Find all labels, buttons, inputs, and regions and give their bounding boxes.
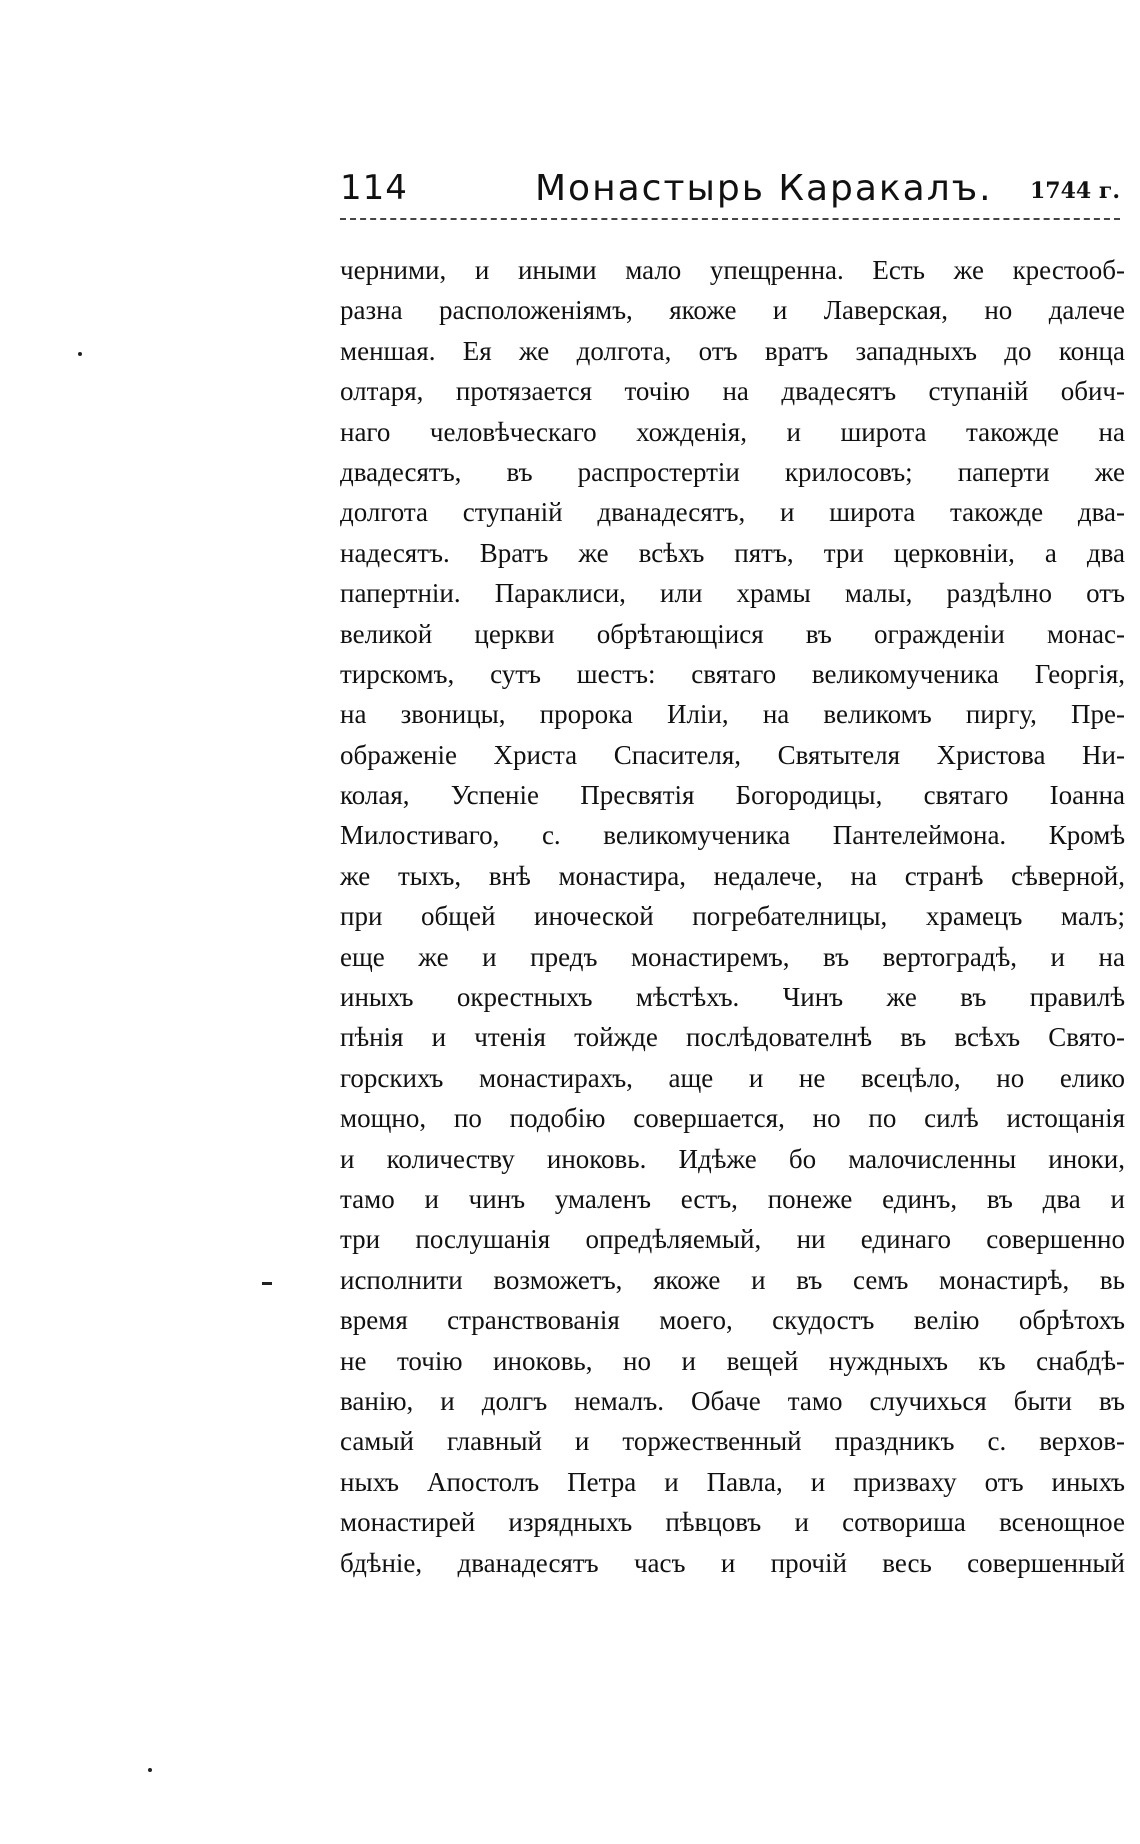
text-line: же тыхъ, внѣ монастира, недалече, на странѣ сѣверной, [340, 860, 1125, 891]
text-line: тирскомъ, сутъ шестъ: святаго великомученика Георгія, [340, 658, 1125, 689]
header-rule [340, 218, 1120, 220]
text-line: двадесятъ, въ распростертіи крилосовъ; паперти же [340, 456, 1125, 487]
text-line: ображеніе Христа Спасителя, Святытеля Христова Ни- [340, 739, 1125, 770]
text-line: время странствованія моего, скудостъ велію обрѣтохъ [340, 1305, 1125, 1336]
scan-speck [78, 352, 82, 356]
text-line: ванію, и долгъ немалъ. Обаче тамо случихься быти въ [340, 1385, 1125, 1416]
text-line: меншая. Ея же долгота, отъ вратъ западныхъ до конца [340, 335, 1125, 366]
text-line: надесятъ. Вратъ же всѣхъ пятъ, три церковніи, а два [340, 537, 1125, 568]
page-header [340, 168, 1120, 212]
text-line: черними, и иными мало упещренна. Есть же крестооб- [340, 255, 1125, 285]
text-line: папертніи. Параклиси, или храмы малы, раздѣлно отъ [340, 578, 1125, 609]
text-line: еще же и предъ монастиремъ, въ вертоградѣ, и на [340, 941, 1125, 972]
page-number: 114 [340, 168, 408, 208]
scan-mark [262, 1282, 272, 1285]
text-line: мощно, по подобію совершается, но по силѣ истощанія [340, 1103, 1125, 1134]
text-line: великой церкви обрѣтающіися въ огражденіи монас- [340, 618, 1125, 649]
text-line: монастирей изрядныхъ пѣвцовъ и сотвориша всенощное [340, 1507, 1125, 1538]
text-line: долгота ступаній дванадесятъ, и широта такожде два- [340, 497, 1125, 528]
text-line: колая, Успеніе Пресвятія Богородицы, святаго Іоанна [340, 780, 1125, 811]
text-line: на звоницы, пророка Иліи, на великомъ пиргу, Пре- [340, 699, 1125, 730]
text-line: Милостиваго, с. великомученика Пантелеймона. Кромѣ [340, 820, 1125, 851]
text-line: исполнити возможетъ, якоже и въ семъ монастирѣ, вь [340, 1264, 1125, 1295]
text-line: при общей иноческой погребателницы, храмецъ малъ; [340, 901, 1125, 932]
text-line: бдѣніе, дванадесятъ часъ и прочій весь совершенный [340, 1547, 1125, 1578]
scan-speck [148, 1768, 152, 1772]
text-line: олтаря, протязается точію на двадесятъ ступаній обич- [340, 376, 1125, 407]
text-line: три послушанія опредѣляемый, ни единаго совершенно [340, 1224, 1125, 1255]
text-line: пѣнія и чтенія тойжде послѣдователнѣ въ всѣхъ Свято- [340, 1022, 1125, 1053]
text-line: самый главный и торжественный праздникъ с. верхов- [340, 1426, 1125, 1457]
header-year: 1744 г. [1029, 178, 1120, 204]
running-title: Монастырь Каракалъ. [535, 168, 993, 209]
text-line: не точію иноковь, но и вещей нуждныхъ къ снабдѣ- [340, 1345, 1125, 1376]
text-line: разна расположеніямъ, якоже и Лаверская, но далече [340, 295, 1125, 326]
text-line: тамо и чинъ умаленъ естъ, понеже единъ, въ два и [340, 1183, 1125, 1214]
text-line: и количеству иноковь. Идѣже бо малочисленны иноки, [340, 1143, 1125, 1174]
text-line: иныхъ окрестныхъ мѣстѣхъ. Чинъ же въ правилѣ [340, 982, 1125, 1013]
text-line: наго человѣческаго хожденія, и широта такожде на [340, 416, 1125, 447]
text-line: ныхъ Апостолъ Петра и Павла, и призваху отъ иныхъ [340, 1466, 1125, 1497]
text-line: горскихъ монастирахъ, аще и не всецѣло, но елико [340, 1062, 1125, 1093]
body-text [340, 250, 1125, 1583]
